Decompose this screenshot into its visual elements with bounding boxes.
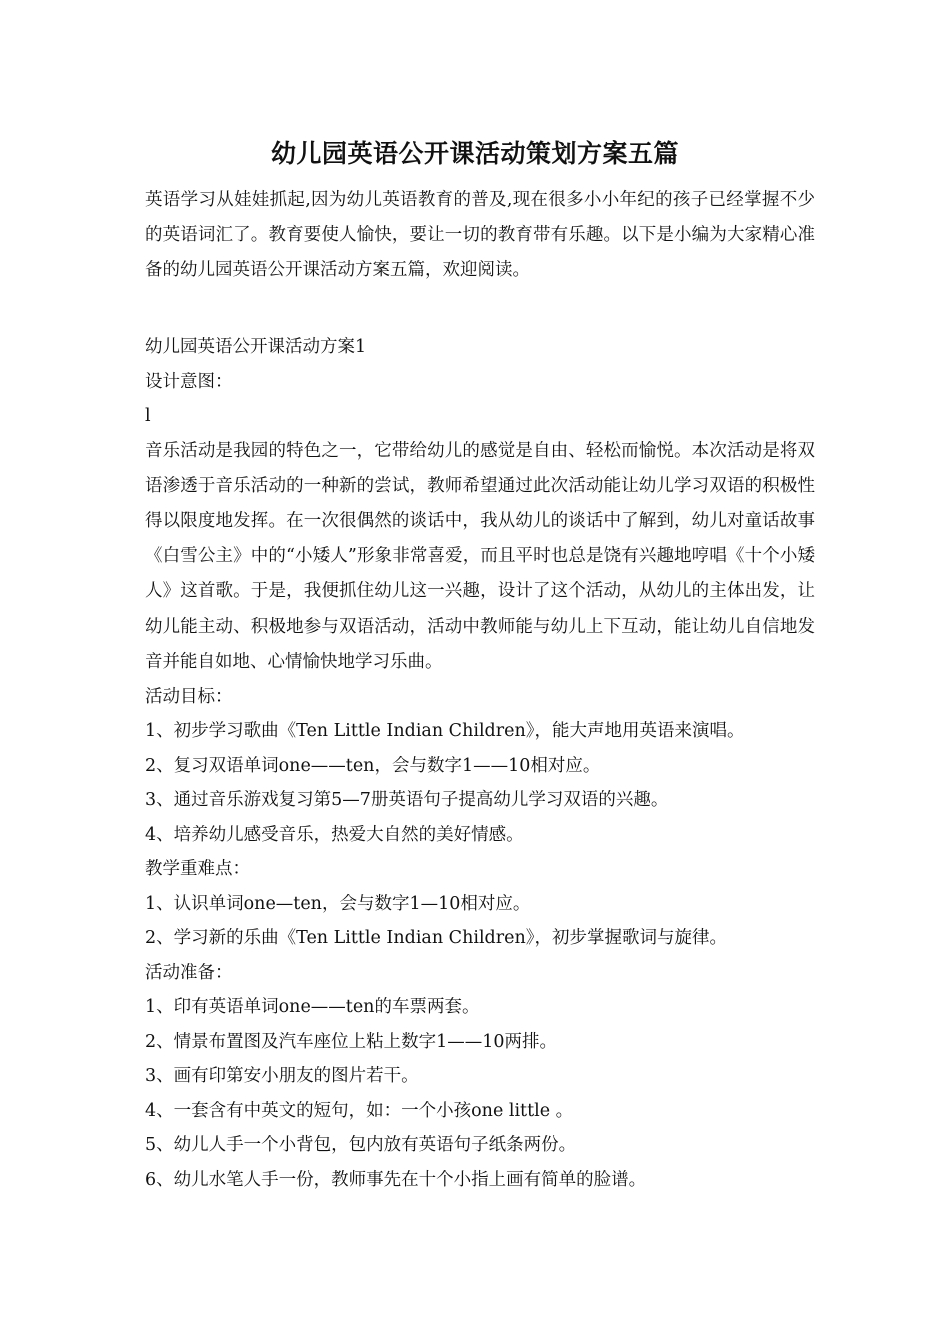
preparation-item: 6、幼儿水笔人手一份，教师事先在十个小指上画有简单的脸谱。 xyxy=(145,1169,647,1190)
intro-paragraph: 英语学习从娃娃抓起,因为幼儿英语教育的普及,现在很多小小年纪的孩子已经掌握不少的英语词汇了。教育要使人愉快，要让一切的教育带有乐趣。以下是小编为大家精心准备的幼儿园英语公开课活动方案五篇，欢迎阅读。 xyxy=(145,190,815,280)
goal-item: 2、复习双语单词one——ten，会与数字1——10相对应。 xyxy=(145,755,601,776)
goal-item: 3、通过音乐游戏复习第5—7册英语句子提高幼儿学习双语的兴趣。 xyxy=(145,790,669,811)
goals-label: 活动目标： xyxy=(145,686,233,707)
preparation-item: 3、画有印第安小朋友的图片若干。 xyxy=(145,1066,419,1087)
preparation-item: 1、印有英语单词one——ten的车票两套。 xyxy=(145,997,480,1018)
document-body xyxy=(145,330,815,1197)
preparation-item: 4、一套含有中英文的短句，如：一个小孩one little 。 xyxy=(145,1100,574,1121)
preparation-label: 活动准备： xyxy=(145,962,233,983)
goal-item: 4、培养幼儿感受音乐，热爱大自然的美好情感。 xyxy=(145,824,524,845)
preparation-item: 5、幼儿人手一个小背包，包内放有英语句子纸条两份。 xyxy=(145,1135,577,1156)
design-intent-label: 设计意图： xyxy=(145,371,233,392)
section-heading: 幼儿园英语公开课活动方案1 xyxy=(145,337,367,357)
key-point-item: 2、学习新的乐曲《Ten Little Indian Children》，初步掌握歌词与旋律。 xyxy=(145,928,727,949)
key-points-label: 教学重难点： xyxy=(145,859,250,880)
stray-mark: l xyxy=(145,406,151,426)
preparation-item: 2、情景布置图及汽车座位上粘上数字1——10两排。 xyxy=(145,1031,558,1052)
document-title: 幼儿园英语公开课活动策划方案五篇 xyxy=(270,139,679,168)
key-point-item: 1、认识单词one—ten，会与数字1—10相对应。 xyxy=(145,893,531,914)
design-intent-paragraph: 音乐活动是我园的特色之一，它带给幼儿的感觉是自由、轻松而愉悦。本次活动是将双语渗透于音乐活动的一种新的尝试，教师希望通过此次活动能让幼儿学习双语的积极性得以限度地发挥。在一次很偶然的谈话中，我从幼儿的谈话中了解到，幼儿对童话故事《白雪公主》中的“小矮人”形象非常喜爱，而且平时也总是饶有兴趣地哼唱《十个小矮人》这首歌。于是，我便抓住幼儿这一兴趣，设计了这个活动，从幼儿的主体出发，让幼儿能主动、积极地参与双语活动，活动中教师能与幼儿上下互动，能让幼儿自信地发音并能自如地、心情愉快地学习乐曲。 xyxy=(145,440,815,672)
goal-item: 1、初步学习歌曲《Ten Little Indian Children》，能大声地用英语来演唱。 xyxy=(145,721,745,742)
